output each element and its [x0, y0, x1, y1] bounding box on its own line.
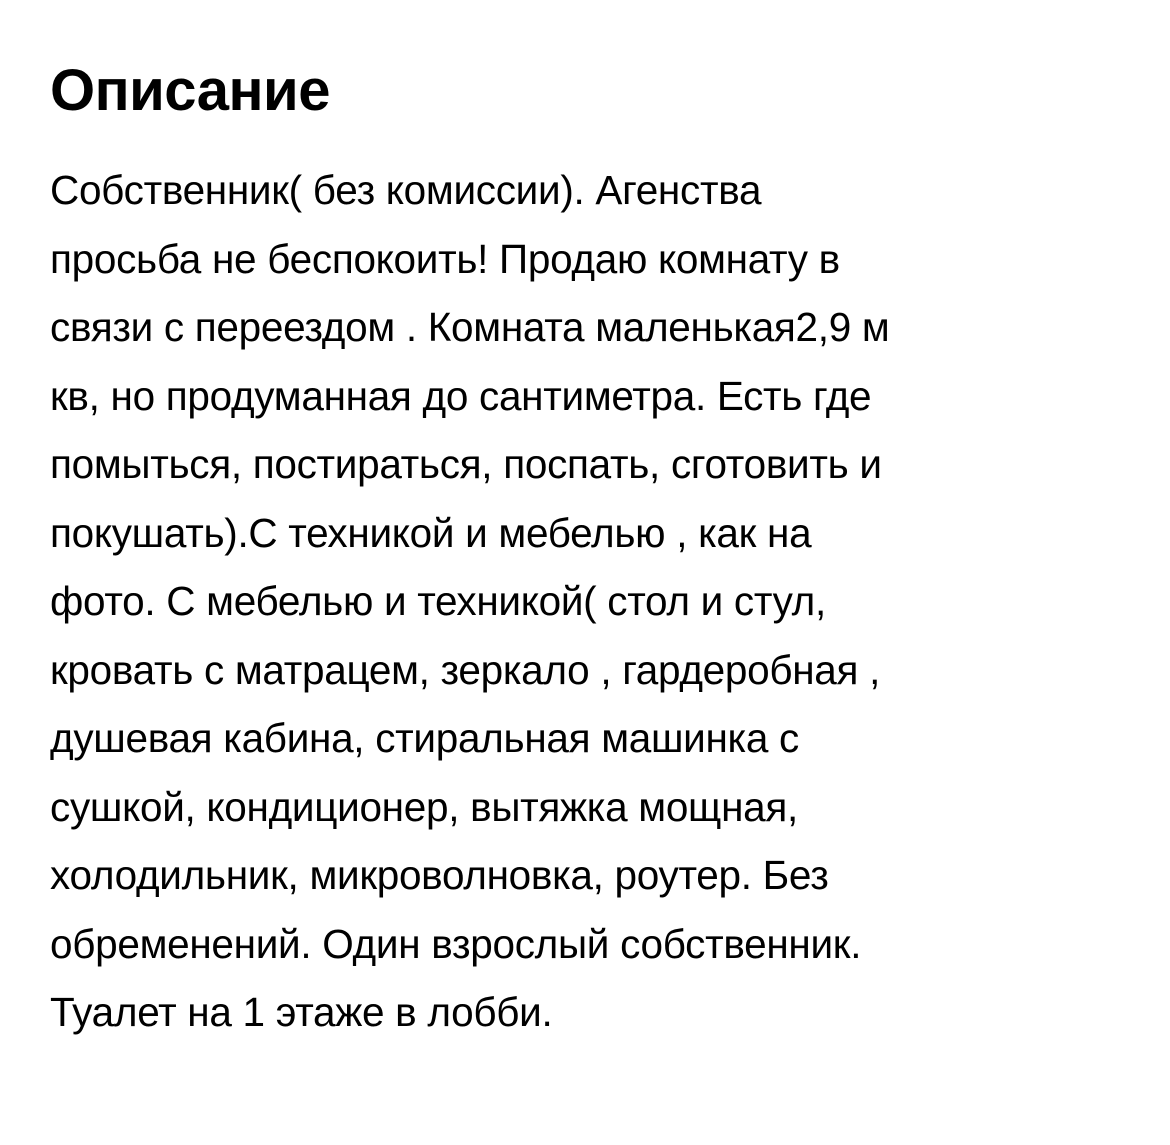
description-line: холодильник, микроволновка, роутер. Без — [50, 852, 829, 898]
section-title: Описание — [50, 58, 330, 123]
description-line: Собственник( без комиссии). Агенства — [50, 167, 762, 213]
description-line: фото. С мебелью и техникой( стол и стул, — [50, 578, 826, 624]
description-line: связи с переездом . Комната маленькая2,9 м — [50, 304, 890, 350]
description-line: покушать).С техникой и мебелью , как на — [50, 509, 812, 556]
description-line: Туалет на 1 этаже в лобби. — [50, 989, 553, 1035]
description-line: сушкой, кондиционер, вытяжка мощная, — [50, 783, 798, 830]
description-line: просьба не беспокоить! Продаю комнату в — [50, 235, 840, 282]
description-text — [50, 156, 1125, 1047]
description-line: помыться, постираться, поспать, сготовить и — [50, 441, 882, 487]
description-section — [50, 52, 1125, 1047]
description-line: обременений. Один взрослый собственник. — [50, 920, 862, 967]
description-line: душевая кабина, стиральная машинка с — [50, 715, 799, 761]
description-line: кровать с матрацем, зеркало , гардеробная , — [50, 646, 881, 693]
description-line: кв, но продуманная до сантиметра. Есть где — [50, 372, 872, 419]
